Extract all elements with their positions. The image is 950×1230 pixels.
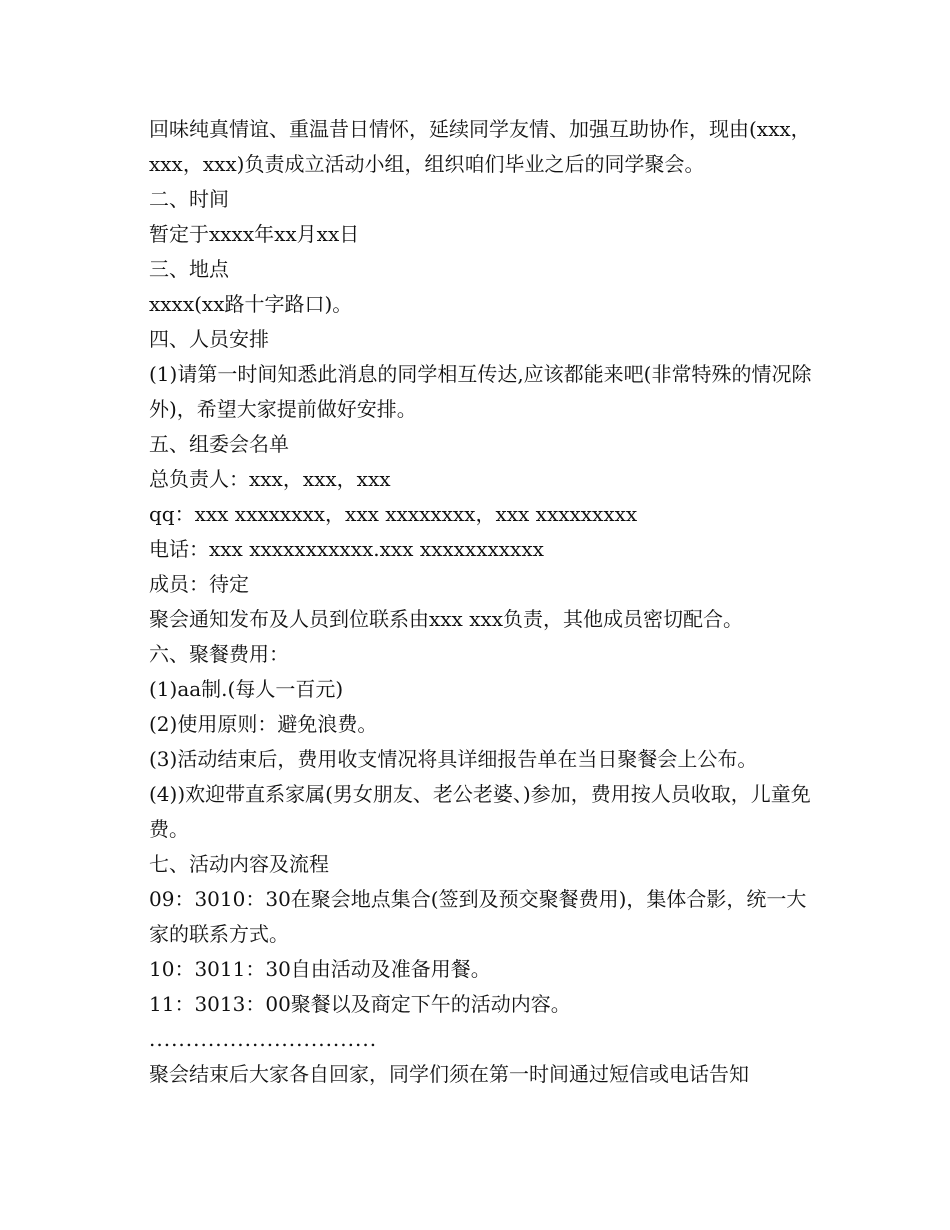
cost-item-2: (2)使用原则：避免浪费。 <box>149 712 378 736</box>
notice-responsibility: 聚会通知发布及人员到位联系由xxx xxx负责，其他成员密切配合。 <box>149 607 744 631</box>
ellipsis-divider: ............................... <box>149 1027 378 1051</box>
section-heading-schedule: 七、活动内容及流程 <box>149 852 329 876</box>
staff-arrangement-text: (1)请第一时间知悉此消息的同学相互传达,应该都能来吧(非常特殊的情况除外)，希望大家提前做好安排。 <box>149 362 812 421</box>
committee-members: 成员：待定 <box>149 572 249 596</box>
schedule-item-3: 11：3013：00聚餐以及商定下午的活动内容。 <box>149 992 571 1016</box>
section-heading-cost: 六、聚餐费用： <box>149 642 289 666</box>
committee-leader: 总负责人：xxx，xxx，xxx <box>149 467 391 491</box>
committee-phone: 电话：xxx xxxxxxxxxxx.xxx xxxxxxxxxxx <box>149 537 544 561</box>
cost-item-4: (4))欢迎带直系家属(男女朋友、老公老婆、)参加，费用按人员收取，儿童免费。 <box>149 782 811 841</box>
location-text: xxxx(xx路十字路口)。 <box>149 292 353 316</box>
section-heading-committee: 五、组委会名单 <box>149 432 289 456</box>
document-body <box>139 112 819 1092</box>
cost-item-3: (3)活动结束后，费用收支情况将具详细报告单在当日聚餐会上公布。 <box>149 747 758 771</box>
cost-item-1: (1)aa制.(每人一百元) <box>149 677 344 701</box>
schedule-item-2: 10：3011：30自由活动及准备用餐。 <box>149 957 491 981</box>
intro-paragraph: 回味纯真情谊、重温昔日情怀，延续同学友情、加强互助协作，现由(xxx，xxx，xxx)负责成立活动小组，组织咱们毕业之后的同学聚会。 <box>149 117 811 176</box>
time-text: 暂定于xxxx年xx月xx日 <box>149 222 360 246</box>
committee-qq: qq：xxx xxxxxxxx，xxx xxxxxxxx，xxx xxxxxxxxx <box>149 502 638 526</box>
closing-text: 聚会结束后大家各自回家，同学们须在第一时间通过短信或电话告知 <box>149 1062 749 1086</box>
section-heading-time: 二、时间 <box>149 187 229 211</box>
section-heading-staff: 四、人员安排 <box>149 327 269 351</box>
section-heading-location: 三、地点 <box>149 257 229 281</box>
schedule-item-1: 09：3010：30在聚会地点集合(签到及预交聚餐费用)，集体合影，统一大家的联系方式。 <box>149 887 807 946</box>
